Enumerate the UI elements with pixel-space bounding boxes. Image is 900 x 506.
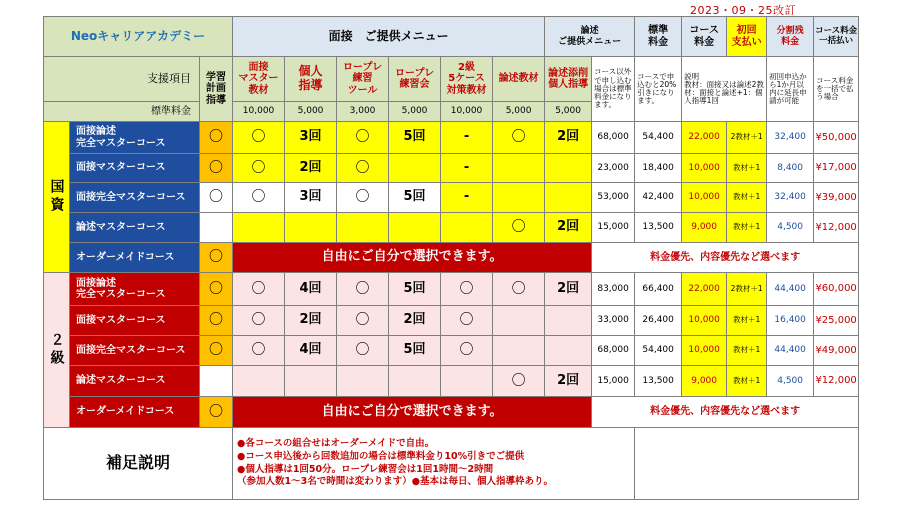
course-fee-value: 66,400 <box>635 273 682 306</box>
fee-essay-correction: 5,000 <box>545 102 592 122</box>
order-made-message: 自由にご自分で選択できます。 <box>233 243 592 273</box>
cell-roleplay-tool: 〇 <box>337 306 389 336</box>
std-fee-value: 53,000 <box>592 183 635 213</box>
study-plan-mark <box>200 366 233 397</box>
cell-personal-coaching: 2回 <box>285 154 337 183</box>
course-fee-value: 42,400 <box>635 183 682 213</box>
lump-sum-value: ¥39,000 <box>814 183 859 213</box>
std-fee-value: 23,000 <box>592 154 635 183</box>
first-pay-items: 2教材＋1 <box>727 122 767 154</box>
cell-roleplay-session: 5回 <box>389 273 441 306</box>
cell-interview-material <box>233 366 285 397</box>
cell-essay-correction: 2回 <box>545 366 592 397</box>
first-pay-items: 教材＋1 <box>727 213 767 243</box>
cell-roleplay-tool <box>337 366 389 397</box>
cell-grade2-case-material: 〇 <box>441 336 493 366</box>
cell-essay-material <box>493 336 545 366</box>
cell-roleplay-session <box>389 154 441 183</box>
first-pay-value: 10,000 <box>682 336 727 366</box>
fee-grade2-case-material: 10,000 <box>441 102 493 122</box>
cell-roleplay-session <box>389 366 441 397</box>
std-fee-value: 68,000 <box>592 336 635 366</box>
course-name: 面接論述 完全マスターコース <box>70 122 200 154</box>
course-fee-value: 26,400 <box>635 306 682 336</box>
desc-split: 初回申込から1か月以内に延長申請が可能 <box>767 57 814 122</box>
cell-personal-coaching <box>285 213 337 243</box>
cell-grade2-case-material: - <box>441 122 493 154</box>
cell-personal-coaching: 3回 <box>285 183 337 213</box>
split-rest-value: 44,400 <box>767 336 814 366</box>
split-rest-value: 8,400 <box>767 154 814 183</box>
lump-sum-value: ¥50,000 <box>814 122 859 154</box>
cell-essay-correction: 2回 <box>545 122 592 154</box>
course-fee-value: 54,400 <box>635 122 682 154</box>
cell-essay-correction <box>545 154 592 183</box>
lump-sum-value: ¥49,000 <box>814 336 859 366</box>
essay-menu-header: 論述 ご提供メニュー <box>545 17 635 57</box>
cell-personal-coaching: 4回 <box>285 273 337 306</box>
lump-sum-value: ¥12,000 <box>814 366 859 397</box>
cell-essay-material: 〇 <box>493 366 545 397</box>
course-name-order-made: オーダーメイドコース <box>70 243 200 273</box>
cell-interview-material: 〇 <box>233 273 285 306</box>
cell-personal-coaching: 3回 <box>285 122 337 154</box>
cell-grade2-case-material: - <box>441 183 493 213</box>
std-fee-value: 33,000 <box>592 306 635 336</box>
split-rest-value: 32,400 <box>767 183 814 213</box>
cell-roleplay-tool: 〇 <box>337 154 389 183</box>
desc-std-fee: コース以外で申し込む場合は標準料金になります。 <box>592 57 635 122</box>
cell-personal-coaching: 4回 <box>285 336 337 366</box>
course-fee-header: コース 料金 <box>682 17 727 57</box>
cell-interview-material: 〇 <box>233 154 285 183</box>
cell-essay-correction <box>545 336 592 366</box>
study-plan-mark: 〇 <box>200 154 233 183</box>
split-rest-value: 44,400 <box>767 273 814 306</box>
cell-interview-material: 〇 <box>233 336 285 366</box>
course-fee-value: 18,400 <box>635 154 682 183</box>
first-pay-items: 2教材＋1 <box>727 273 767 306</box>
desc-first-pay: 説明 教材：面接又は論述2教材：面接と論述+1：個人指導1回 <box>682 57 767 122</box>
cell-grade2-case-material: 〇 <box>441 306 493 336</box>
std-fee-value: 68,000 <box>592 122 635 154</box>
cell-grade2-case-material <box>441 366 493 397</box>
fee-roleplay-tool: 3,000 <box>337 102 389 122</box>
course-name: 面接完全マスターコース <box>70 336 200 366</box>
col-personal-coaching: 個人 指導 <box>285 57 337 102</box>
std-fee-value: 15,000 <box>592 366 635 397</box>
supplement-note: （参加人数1～3名で時間は変わります）●基本は毎日、個人指導枠あり。 <box>237 476 554 488</box>
cell-roleplay-tool: 〇 <box>337 183 389 213</box>
group-label-kokushi: 国資 <box>44 122 70 273</box>
std-fee-value: 15,000 <box>592 213 635 243</box>
course-name: 面接論述 完全マスターコース <box>70 273 200 306</box>
first-pay-header: 初回 支払い <box>727 17 767 57</box>
support-items-label: 支援項目 <box>44 57 200 102</box>
study-plan-mark: 〇 <box>200 122 233 154</box>
cell-grade2-case-material: 〇 <box>441 273 493 306</box>
desc-lump: コース料金を一括で払う場合 <box>814 57 859 122</box>
cell-interview-material: 〇 <box>233 183 285 213</box>
cell-personal-coaching: 2回 <box>285 306 337 336</box>
first-pay-value: 22,000 <box>682 273 727 306</box>
first-pay-value: 10,000 <box>682 306 727 336</box>
interview-menu-header: 面接 ご提供メニュー <box>233 17 545 57</box>
cell-roleplay-session: 5回 <box>389 183 441 213</box>
cell-grade2-case-material: - <box>441 154 493 183</box>
course-name: 論述マスターコース <box>70 366 200 397</box>
cell-essay-correction: 2回 <box>545 273 592 306</box>
split-rest-value: 4,500 <box>767 213 814 243</box>
course-fee-value: 13,500 <box>635 213 682 243</box>
lump-sum-value: ¥12,000 <box>814 213 859 243</box>
cell-interview-material <box>233 213 285 243</box>
course-name: 面接マスターコース <box>70 306 200 336</box>
study-plan-mark: 〇 <box>200 243 233 273</box>
first-pay-value: 10,000 <box>682 154 727 183</box>
first-pay-items: 教材＋1 <box>727 366 767 397</box>
first-pay-items: 教材＋1 <box>727 306 767 336</box>
order-made-message: 自由にご自分で選択できます。 <box>233 397 592 428</box>
study-plan-mark: 〇 <box>200 397 233 428</box>
supplement-title: 補足説明 <box>44 428 233 500</box>
first-pay-value: 10,000 <box>682 183 727 213</box>
desc-course-fee: コースで申込むと20%引きになります。 <box>635 57 682 122</box>
cell-grade2-case-material <box>441 213 493 243</box>
course-fee-value: 54,400 <box>635 336 682 366</box>
course-name: 面接完全マスターコース <box>70 183 200 213</box>
fee-interview-material: 10,000 <box>233 102 285 122</box>
std-fee-header: 標準 料金 <box>635 17 682 57</box>
cell-essay-correction: 2回 <box>545 213 592 243</box>
cell-essay-material: 〇 <box>493 122 545 154</box>
lump-sum-value: ¥25,000 <box>814 306 859 336</box>
cell-personal-coaching <box>285 366 337 397</box>
std-fee-value: 83,000 <box>592 273 635 306</box>
col-essay-correction: 論述添削 個人指導 <box>545 57 592 102</box>
first-pay-value: 9,000 <box>682 366 727 397</box>
course-name: 面接マスターコース <box>70 154 200 183</box>
col-grade2-case-material: 2級 5ケース 対策教材 <box>441 57 493 102</box>
study-plan-mark: 〇 <box>200 183 233 213</box>
cell-essay-correction <box>545 183 592 213</box>
cell-essay-material <box>493 154 545 183</box>
fee-personal-coaching: 5,000 <box>285 102 337 122</box>
cell-roleplay-session <box>389 213 441 243</box>
study-plan-mark: 〇 <box>200 336 233 366</box>
order-made-note: 料金優先、内容優先など選べます <box>592 243 859 273</box>
order-made-note: 料金優先、内容優先など選べます <box>592 397 859 428</box>
cell-roleplay-session: 2回 <box>389 306 441 336</box>
split-rest-value: 4,500 <box>767 366 814 397</box>
std-fee-row-label: 標準料金 <box>44 102 200 122</box>
lump-sum-value: ¥60,000 <box>814 273 859 306</box>
lump-sum-value: ¥17,000 <box>814 154 859 183</box>
split-rest-value: 32,400 <box>767 122 814 154</box>
study-plan-mark: 〇 <box>200 306 233 336</box>
cell-essay-correction <box>545 306 592 336</box>
first-pay-items: 教材＋1 <box>727 183 767 213</box>
cell-roleplay-session: 5回 <box>389 122 441 154</box>
cell-interview-material: 〇 <box>233 122 285 154</box>
cell-roleplay-tool: 〇 <box>337 122 389 154</box>
course-name-order-made: オーダーメイドコース <box>70 397 200 428</box>
fee-roleplay-session: 5,000 <box>389 102 441 122</box>
cell-essay-material <box>493 183 545 213</box>
academy-name: Neoキャリアアカデミー <box>44 17 233 57</box>
cell-roleplay-tool: 〇 <box>337 273 389 306</box>
split-rest-header: 分割残 料金 <box>767 17 814 57</box>
group-label-grade2: ２級 <box>44 273 70 428</box>
cell-essay-material <box>493 306 545 336</box>
study-plan-header: 学習 計画 指導 <box>200 57 233 122</box>
study-plan-mark: 〇 <box>200 273 233 306</box>
supplement-notes <box>233 428 635 500</box>
supplement-note: ●各コースの組合せはオーダーメイドで自由。 <box>237 437 435 449</box>
col-roleplay-session: ロープレ 練習会 <box>389 57 441 102</box>
col-roleplay-tool: ロープレ 練習 ツール <box>337 57 389 102</box>
cell-roleplay-tool: 〇 <box>337 336 389 366</box>
col-essay-material: 論述教材 <box>493 57 545 102</box>
course-price-table <box>43 16 859 500</box>
lump-sum-header: コース料金 一括払い <box>814 17 859 57</box>
col-interview-material: 面接 マスター 教材 <box>233 57 285 102</box>
first-pay-items: 教材＋1 <box>727 154 767 183</box>
course-name: 論述マスターコース <box>70 213 200 243</box>
supplement-blank <box>635 428 859 500</box>
split-rest-value: 16,400 <box>767 306 814 336</box>
cell-roleplay-session: 5回 <box>389 336 441 366</box>
cell-essay-material: 〇 <box>493 213 545 243</box>
cell-interview-material: 〇 <box>233 306 285 336</box>
revision-date: 2023・09・25改訂 <box>690 4 796 17</box>
cell-roleplay-tool <box>337 213 389 243</box>
first-pay-value: 22,000 <box>682 122 727 154</box>
fee-essay-material: 5,000 <box>493 102 545 122</box>
first-pay-items: 教材＋1 <box>727 336 767 366</box>
first-pay-value: 9,000 <box>682 213 727 243</box>
course-fee-value: 13,500 <box>635 366 682 397</box>
cell-essay-material: 〇 <box>493 273 545 306</box>
study-plan-mark <box>200 213 233 243</box>
supplement-note: ●個人指導は1回50分。ロープレ練習会は1回1時間～2時間 <box>237 463 494 475</box>
supplement-note: ●コース申込後から回数追加の場合は標準料金り10%引きでご提供 <box>237 450 525 462</box>
